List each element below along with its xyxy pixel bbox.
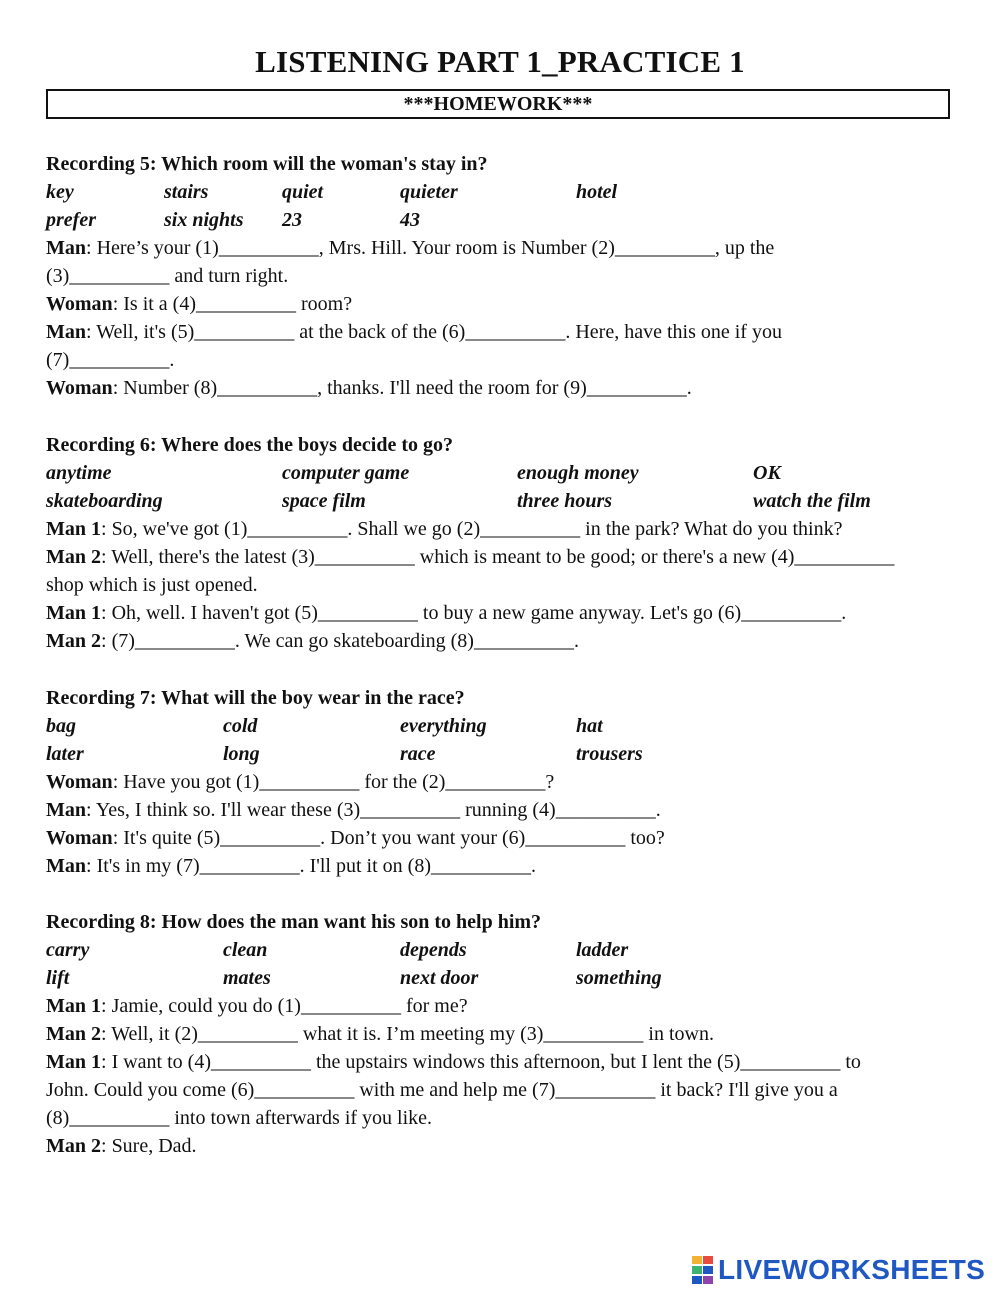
dialogue-text: . We can go skateboarding (8) — [234, 630, 474, 652]
answer-blank[interactable]: __________ — [196, 293, 297, 315]
word-bank-item: everything — [400, 715, 487, 737]
dialogue-text: Sure, Dad. — [111, 1135, 197, 1157]
dialogue-text: into town afterwards if you like. — [169, 1107, 433, 1129]
answer-blank[interactable]: __________ — [134, 630, 235, 652]
answer-blank[interactable]: __________ — [194, 321, 295, 343]
recording-section — [46, 150, 956, 402]
dialogue-text: I want to (4) — [111, 1051, 211, 1073]
word-bank-item: quiet — [282, 181, 324, 203]
dialogue-text: which is meant to be good; or there's a new (4) — [414, 546, 795, 568]
word-bank-item: enough money — [517, 462, 639, 484]
dialogue-text: , up the — [714, 237, 775, 259]
answer-blank[interactable]: __________ — [543, 1023, 644, 1045]
answer-blank[interactable]: __________ — [69, 1107, 170, 1129]
recording-title: Recording 8: How does the man want his son to help him? — [46, 911, 542, 933]
word-bank-item: watch the film — [753, 490, 871, 512]
answer-blank[interactable]: __________ — [614, 237, 715, 259]
word-bank-item: bag — [46, 715, 76, 737]
speaker-label: Woman — [46, 771, 113, 793]
answer-blank[interactable]: __________ — [314, 546, 415, 568]
answer-blank[interactable]: __________ — [586, 377, 687, 399]
word-bank-item: next door — [400, 967, 479, 989]
word-bank-row — [46, 712, 956, 740]
answer-blank[interactable]: __________ — [199, 855, 300, 877]
homework-banner: ***HOMEWORK*** — [46, 89, 950, 119]
answer-blank[interactable]: __________ — [525, 827, 626, 849]
answer-blank[interactable]: __________ — [259, 771, 360, 793]
speaker-label: Woman — [46, 293, 113, 315]
recording-title: Recording 6: Where does the boys decide to go? — [46, 434, 454, 456]
dialogue-line — [46, 346, 956, 374]
speaker-label: Man 1 — [46, 602, 101, 624]
speaker-label: Man — [46, 321, 86, 343]
answer-blank[interactable]: __________ — [740, 1051, 841, 1073]
page-title: LISTENING PART 1_PRACTICE 1 — [255, 44, 745, 79]
answer-blank[interactable]: __________ — [218, 237, 319, 259]
speaker-label: Man — [46, 799, 86, 821]
speaker-label: Man 2 — [46, 1135, 101, 1157]
dialogue-text: . — [841, 602, 847, 624]
dialogue-text: Well, it (2) — [111, 1023, 198, 1045]
dialogue-text: shop which is just opened. — [46, 574, 258, 596]
dialogue-text: to buy a new game anyway. Let's go (6) — [417, 602, 742, 624]
answer-blank[interactable]: __________ — [220, 827, 321, 849]
speaker-label: Man 1 — [46, 518, 101, 540]
dialogue-text: in the park? What do you think? — [580, 518, 843, 540]
word-bank-item: lift — [46, 967, 70, 989]
dialogue-line: Woman: Number (8)__________, thanks. I'll need the room for (9)__________. — [46, 377, 692, 399]
answer-blank[interactable]: __________ — [555, 799, 656, 821]
dialogue-text: Is it a (4) — [123, 293, 197, 315]
dialogue-line: Man 1: Oh, well. I haven't got (5)__________ to buy a new game anyway. Let's go (6)__________. — [46, 602, 847, 624]
word-bank-item: stairs — [164, 181, 209, 203]
dialogue-text: . — [573, 630, 579, 652]
dialogue-text: . — [655, 799, 661, 821]
dialogue-text: the upstairs windows this afternoon, but I lent the (5) — [310, 1051, 741, 1073]
dialogue-text: John. Could you come (6) — [46, 1079, 255, 1101]
answer-blank[interactable]: __________ — [445, 771, 546, 793]
answer-blank[interactable]: __________ — [465, 321, 566, 343]
answer-blank[interactable]: __________ — [300, 995, 401, 1017]
word-bank-item: 43 — [400, 209, 420, 231]
word-bank-item: OK — [753, 462, 781, 484]
word-bank-item: space film — [282, 490, 366, 512]
dialogue-text: with me and help me (7) — [354, 1079, 556, 1101]
dialogue-line: Woman: It's quite (5)__________. Don’t you want your (6)__________ too? — [46, 827, 665, 849]
word-bank-item: computer game — [282, 462, 410, 484]
speaker-label: Man 1 — [46, 995, 101, 1017]
answer-blank[interactable]: __________ — [210, 1051, 311, 1073]
dialogue-text: . Here, have this one if you — [565, 321, 782, 343]
dialogue-text: Yes, I think so. I'll wear these (3) — [95, 799, 361, 821]
dialogue-line: Man 2: Well, it (2)__________ what it is. I’m meeting my (3)__________ in town. — [46, 1023, 714, 1045]
word-bank-item: hat — [576, 715, 603, 737]
word-bank-item: quieter — [400, 181, 458, 203]
word-bank-item: something — [576, 967, 662, 989]
recording-title: Recording 5: Which room will the woman's stay in? — [46, 153, 488, 175]
dialogue-text: Here’s your (1) — [96, 237, 219, 259]
dialogue-line: Man: Well, it's (5)__________ at the back of the (6)__________. Here, have this one if you — [46, 321, 782, 343]
speaker-label: Man 2 — [46, 546, 101, 568]
dialogue-line: Man 2: Well, there's the latest (3)__________ which is meant to be good; or there's a new (4)__________ — [46, 546, 895, 568]
word-bank-row — [46, 459, 956, 487]
dialogue-text: Jamie, could you do (1) — [111, 995, 301, 1017]
answer-blank[interactable]: __________ — [741, 602, 842, 624]
dialogue-line — [46, 1076, 956, 1104]
word-bank-item: depends — [400, 939, 467, 961]
dialogue-text: Well, there's the latest (3) — [111, 546, 315, 568]
dialogue-line — [46, 571, 956, 599]
answer-blank[interactable]: __________ — [247, 518, 348, 540]
answer-blank[interactable]: __________ — [317, 602, 418, 624]
answer-blank[interactable]: __________ — [254, 1079, 355, 1101]
dialogue-text: . Shall we go (2) — [347, 518, 481, 540]
answer-blank[interactable]: __________ — [794, 546, 895, 568]
dialogue-text: and turn right. — [169, 265, 289, 287]
recording-section — [46, 908, 956, 1160]
dialogue-text: It's in my (7) — [96, 855, 200, 877]
word-bank-row — [46, 740, 956, 768]
dialogue-line: Woman: Is it a (4)__________ room? — [46, 293, 353, 315]
dialogue-line — [46, 1104, 956, 1132]
dialogue-text: It's quite (5) — [123, 827, 221, 849]
dialogue-text: it back? I'll give you a — [655, 1079, 838, 1101]
answer-blank[interactable]: __________ — [430, 855, 531, 877]
speaker-label: Woman — [46, 377, 113, 399]
word-bank-row — [46, 206, 956, 234]
dialogue-text: Have you got (1) — [123, 771, 260, 793]
dialogue-text: for the (2) — [359, 771, 446, 793]
word-bank-item: 23 — [282, 209, 302, 231]
dialogue-text: . — [169, 349, 175, 371]
recording-section — [46, 431, 956, 655]
dialogue-text: ? — [545, 771, 555, 793]
speaker-label: Man 2 — [46, 630, 101, 652]
word-bank-item: six nights — [164, 209, 244, 231]
dialogue-text: what it is. I’m meeting my (3) — [297, 1023, 544, 1045]
word-bank-item: later — [46, 743, 84, 765]
speaker-label: Man — [46, 855, 86, 877]
answer-blank[interactable]: __________ — [555, 1079, 656, 1101]
dialogue-text: running (4) — [460, 799, 556, 821]
dialogue-text: . — [686, 377, 692, 399]
word-bank-item: mates — [223, 967, 271, 989]
dialogue-line: Woman: Have you got (1)__________ for the (2)__________? — [46, 771, 555, 793]
word-bank-item: three hours — [517, 490, 613, 512]
word-bank-item: long — [223, 743, 260, 765]
dialogue-text: (8) — [46, 1107, 70, 1129]
word-bank-row — [46, 487, 956, 515]
dialogue-text: for me? — [400, 995, 468, 1017]
word-bank-item: ladder — [576, 939, 629, 961]
dialogue-line: Man 1: Jamie, could you do (1)__________ for me? — [46, 995, 468, 1017]
liveworksheets-logo-icon — [692, 1256, 714, 1284]
speaker-label: Man — [46, 237, 86, 259]
dialogue-text: . I'll put it on (8) — [299, 855, 431, 877]
dialogue-text: too? — [625, 827, 665, 849]
dialogue-text: (3) — [46, 265, 70, 287]
recording-section — [46, 684, 956, 880]
dialogue-text: Number (8) — [123, 377, 218, 399]
dialogue-text: Well, it's (5) — [96, 321, 195, 343]
word-bank-item: prefer — [46, 209, 96, 231]
answer-blank[interactable]: __________ — [360, 799, 461, 821]
speaker-label: Man 2 — [46, 1023, 101, 1045]
liveworksheets-logo — [692, 1254, 985, 1286]
answer-blank[interactable]: __________ — [69, 265, 170, 287]
dialogue-line: Man: Here’s your (1)__________, Mrs. Hill. Your room is Number (2)__________, up the — [46, 237, 775, 259]
word-bank-row — [46, 964, 956, 992]
dialogue-text: in town. — [643, 1023, 714, 1045]
dialogue-line: Man: It's in my (7)__________. I'll put it on (8)__________. — [46, 855, 536, 877]
word-bank-item: key — [46, 181, 74, 203]
answer-blank[interactable]: __________ — [480, 518, 581, 540]
word-bank-item: trousers — [576, 743, 643, 765]
dialogue-text: to — [840, 1051, 861, 1073]
dialogue-line: Man 1: I want to (4)__________ the upstairs windows this afternoon, but I lent the (5)__________ to — [46, 1051, 861, 1073]
liveworksheets-logo-text: LIVEWORKSHEETS — [718, 1254, 986, 1285]
word-bank-item: anytime — [46, 462, 112, 484]
dialogue-text: , Mrs. Hill. Your room is Number (2) — [318, 237, 615, 259]
dialogue-line: Man: Yes, I think so. I'll wear these (3)__________ running (4)__________. — [46, 799, 661, 821]
dialogue-line — [46, 262, 956, 290]
dialogue-text: room? — [296, 293, 353, 315]
word-bank-item: hotel — [576, 181, 618, 203]
speaker-label: Man 1 — [46, 1051, 101, 1073]
word-bank-item: race — [400, 743, 436, 765]
dialogue-text: So, we've got (1) — [111, 518, 248, 540]
dialogue-text: (7) — [46, 349, 70, 371]
dialogue-text: , thanks. I'll need the room for (9) — [317, 377, 587, 399]
answer-blank[interactable]: __________ — [69, 349, 170, 371]
dialogue-line: Man 2: (7)__________. We can go skateboarding (8)__________. — [46, 630, 579, 652]
word-bank-item: skateboarding — [46, 490, 163, 512]
word-bank-item: carry — [46, 939, 90, 961]
answer-blank[interactable]: __________ — [217, 377, 318, 399]
word-bank-row — [46, 178, 956, 206]
dialogue-text: . Don’t you want your (6) — [320, 827, 526, 849]
dialogue-text: at the back of the (6) — [294, 321, 466, 343]
recording-title: Recording 7: What will the boy wear in the race? — [46, 687, 465, 709]
word-bank-row — [46, 936, 956, 964]
dialogue-line: Man 2: Sure, Dad. — [46, 1135, 197, 1157]
dialogue-text: Oh, well. I haven't got (5) — [111, 602, 318, 624]
word-bank-item: clean — [223, 939, 268, 961]
speaker-label: Woman — [46, 827, 113, 849]
answer-blank[interactable]: __________ — [197, 1023, 298, 1045]
dialogue-text: (7) — [111, 630, 135, 652]
word-bank-item: cold — [223, 715, 258, 737]
dialogue-line: Man 1: So, we've got (1)__________. Shall we go (2)__________ in the park? What do you think? — [46, 518, 843, 540]
answer-blank[interactable]: __________ — [473, 630, 574, 652]
dialogue-text: . — [530, 855, 536, 877]
